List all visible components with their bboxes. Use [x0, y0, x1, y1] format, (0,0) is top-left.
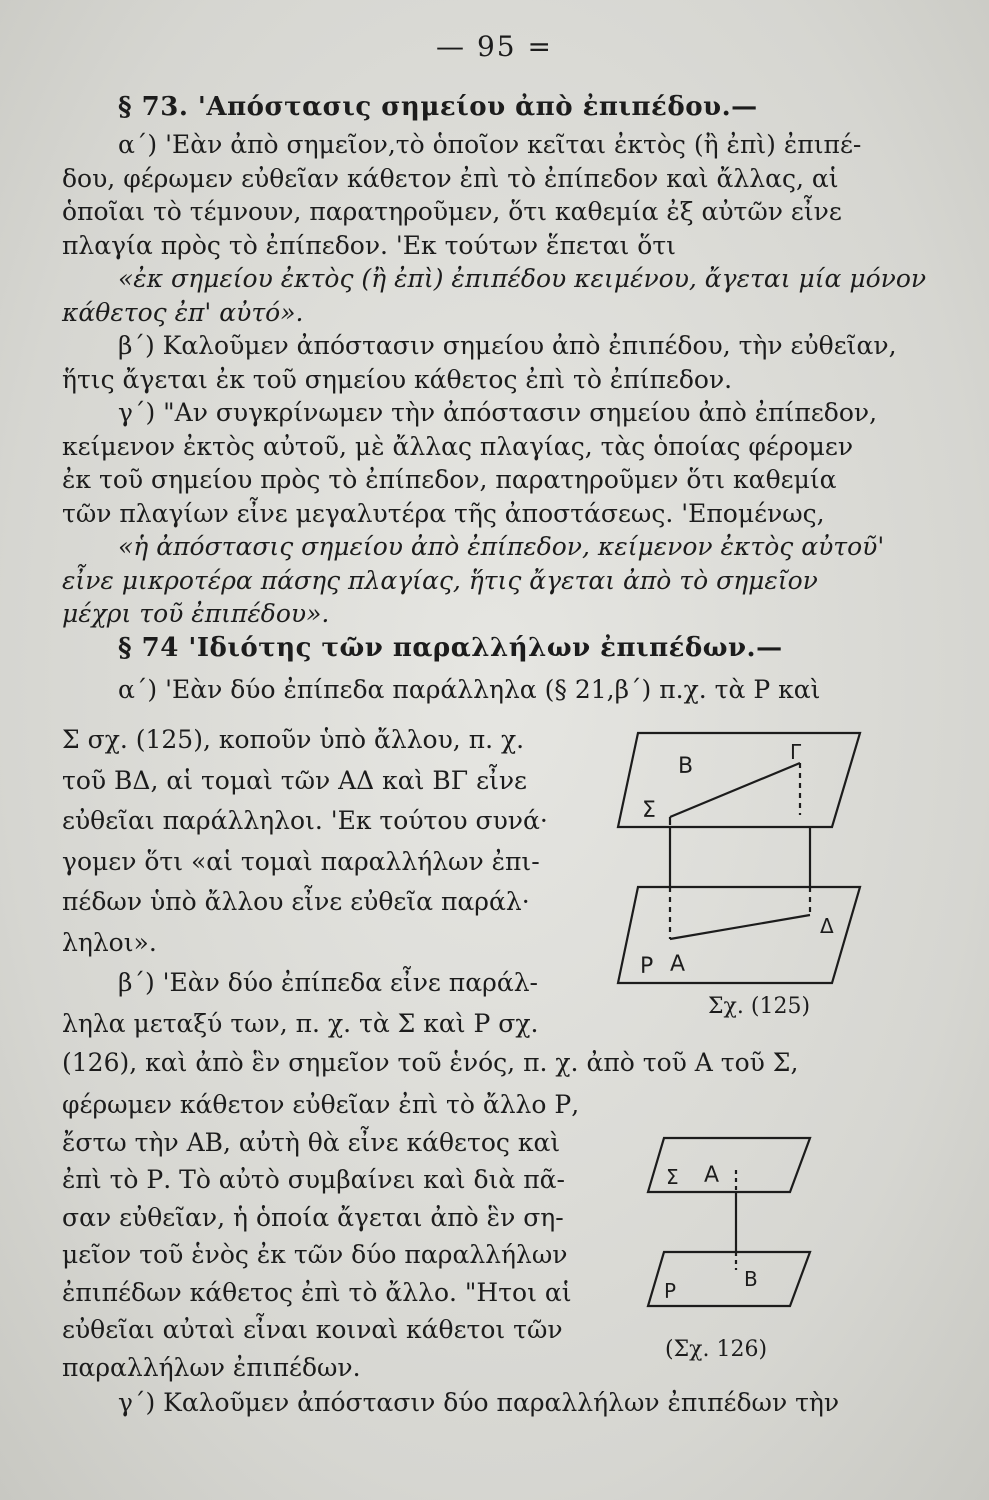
- section-74-line-g: γ΄) Καλοῦμεν ἀπόστασιν δύο παραλλήλων ἐπιπέδων τὴν: [118, 1388, 840, 1417]
- narrow2-line: μεῖον τοῦ ἑνὸς ἐκ τῶν δύο παραλλήλων: [62, 1240, 568, 1269]
- s73lines-line: μέχρι τοῦ ἐπιπέδου».: [62, 599, 330, 628]
- s73lines-line: πλαγία πρὸς τὸ ἐπίπεδον. 'Εκ τούτων ἕπεται ὅτι: [62, 230, 676, 260]
- narrow1-line: πέδων ὑπὸ ἄλλου εἶνε εὐθεῖα παράλ·: [62, 887, 530, 916]
- fig126-label-b: Β: [744, 1267, 758, 1291]
- figure-125-caption: Σχ. (125): [708, 994, 811, 1019]
- line-ad: [670, 915, 810, 939]
- narrow1-line: τοῦ ΒΔ, αἱ τομαὶ τῶν ΑΔ καὶ ΒΓ εἶνε: [62, 765, 527, 795]
- fig125-label-a: Α: [670, 952, 686, 977]
- s73lines-line: κάθετος ἐπ' αὐτό».: [62, 297, 304, 327]
- fig126-label-r: Ρ: [664, 1279, 677, 1303]
- narrow2-line: ἔστω τὴν ΑΒ, αὐτὴ θὰ εἶνε κάθετος καὶ: [62, 1127, 561, 1157]
- s73lines-line: ὁποῖαι τὸ τέμνουν, παρατηροῦμεν, ὅτι καθεμία ἐξ αὐτῶν εἶνε: [62, 197, 842, 226]
- narrow2-line: σαν εὐθεῖαν, ἡ ὁποία ἄγεται ἀπὸ ἓν ση-: [62, 1202, 564, 1232]
- fig125-label-r: Ρ: [640, 954, 654, 979]
- s73lines-line: κείμενον ἐκτὸς αὐτοῦ, μὲ ἄλλας πλαγίας, τὰς ὁποίας φέρομεν: [62, 431, 854, 461]
- s73lines-line: ἐκ τοῦ σημείου πρὸς τὸ ἐπίπεδον, παρατηροῦμεν ὅτι καθεμία: [62, 465, 837, 494]
- narrow1-line: ληλα μεταξύ των, π. χ. τὰ Σ καὶ Ρ σχ.: [62, 1008, 539, 1038]
- s73lines-line: γ΄) "Αν συγκρίνωμεν τὴν ἀπόστασιν σημείου ἀπὸ ἐπίπεδον,: [118, 398, 878, 427]
- narrow2-line: ἐπὶ τὸ Ρ. Τὸ αὐτὸ συμβαίνει καὶ διὰ πᾶ-: [62, 1165, 565, 1194]
- s73lines-line: ἥτις ἄγεται ἐκ τοῦ σημείου κάθετος ἐπὶ τὸ ἐπίπεδον.: [62, 364, 733, 394]
- s73lines-line: εἶνε μικροτέρα πάσης πλαγίας, ἥτις ἄγεται ἀπὸ τὸ σημεῖον: [62, 565, 818, 595]
- s73lines-line: δου, φέρωμεν εὐθεῖαν κάθετον ἐπὶ τὸ ἐπίπεδον καὶ ἄλλας, αἱ: [62, 163, 839, 193]
- narrow2-line: εὐθεῖαι αὐταὶ εἶναι κοιναὶ κάθετοι τῶν: [62, 1315, 563, 1344]
- narrow2-line: φέρωμεν κάθετον εὐθεῖαν ἐπὶ τὸ ἄλλο Ρ,: [62, 1090, 580, 1119]
- page-number: — 95 =: [436, 30, 553, 63]
- section-74-line-126: (126), καὶ ἀπὸ ἓν σημεῖον τοῦ ἑνός, π. χ. ἀπὸ τοῦ Α τοῦ Σ,: [62, 1048, 799, 1077]
- s73lines-line: α΄) 'Εὰν ἀπὸ σημεῖον,τὸ ὁποῖον κεῖται ἐκτὸς (ἢ ἐπὶ) ἐπιπέ-: [118, 130, 862, 159]
- s73lines-line: β΄) Καλοῦμεν ἀπόστασιν σημείου ἀπὸ ἐπιπέδου, τὴν εὐθεῖαν,: [118, 331, 897, 360]
- s73lines-line: τῶν πλαγίων εἶνε μεγαλυτέρα τῆς ἀποστάσεως. 'Επομένως,: [62, 498, 825, 528]
- section-74-line-a: α΄) 'Εὰν δύο ἐπίπεδα παράλληλα (§ 21,β΄) π.χ. τὰ Ρ καὶ: [118, 675, 821, 704]
- narrow1-line: εὐθεῖαι παράλληλοι. 'Εκ τούτου συνά·: [62, 806, 548, 835]
- section-73-heading: § 73. 'Απόστασις σημείου ἀπὸ ἐπιπέδου.—: [118, 92, 758, 122]
- fig125-label-b: Β: [678, 754, 694, 779]
- narrow1-line: β΄) 'Εὰν δύο ἐπίπεδα εἶνε παράλ-: [118, 968, 538, 997]
- narrow2-line: ἐπιπέδων κάθετος ἐπὶ τὸ ἄλλο. "Ητοι αἱ: [62, 1277, 572, 1307]
- figure-125: [610, 725, 870, 1025]
- figure-126: [640, 1130, 820, 1330]
- s73lines-line: «ἡ ἀπόστασις σημείου ἀπὸ ἐπίπεδον, κείμενον ἐκτὸς αὐτοῦ': [118, 532, 885, 561]
- narrow1-line: ληλοι».: [62, 927, 157, 957]
- fig125-label-d: Δ: [820, 914, 834, 938]
- figure-126-caption: (Σχ. 126): [665, 1337, 768, 1362]
- fig126-label-a: Α: [704, 1163, 720, 1188]
- fig125-label-s: Σ: [642, 798, 656, 823]
- section-74-heading: § 74 'Ιδιότης τῶν παραλλήλων ἐπιπέδων.—: [118, 633, 783, 663]
- s73lines-line: «ἐκ σημείου ἐκτὸς (ἢ ἐπὶ) ἐπιπέδου κειμένου, ἄγεται μία μόνον: [118, 264, 927, 293]
- fig126-label-s: Σ: [666, 1165, 679, 1189]
- narrow1-line: γομεν ὅτι «αἱ τομαὶ παραλλήλων ἐπι-: [62, 846, 540, 876]
- narrow1-line: Σ σχ. (125), κοποῦν ὑπὸ ἄλλου, π. χ.: [62, 725, 525, 754]
- narrow2-line: παραλλήλων ἐπιπέδων.: [62, 1352, 361, 1382]
- fig125-label-g: Γ: [790, 740, 802, 764]
